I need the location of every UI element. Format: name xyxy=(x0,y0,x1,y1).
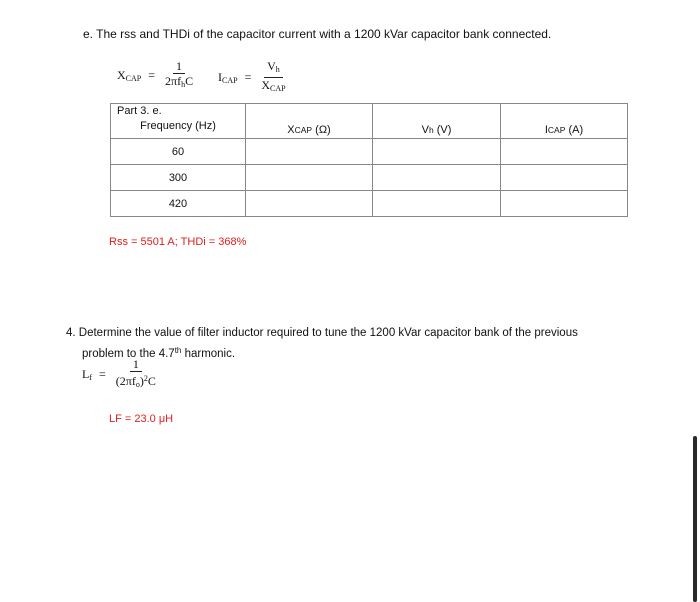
icap-cell xyxy=(501,165,628,191)
vh-cell xyxy=(373,139,501,165)
icap-cell xyxy=(501,139,628,165)
table-header-row xyxy=(111,104,628,139)
frequency-header: Frequency (Hz) xyxy=(140,120,216,132)
table-row xyxy=(111,165,628,191)
vh-cell xyxy=(373,191,501,217)
icap-fraction: $\frac{V_h}{X_{CAP}}$ xyxy=(261,59,286,93)
xcap-cell xyxy=(246,139,373,165)
question-4-line-2: problem to the 4.7th harmonic. xyxy=(82,346,236,360)
xcap-formula-lhs: $X_{CAP}$ xyxy=(117,68,142,83)
lf-formula: $L_f$ = $\frac{1}{(2\pi f_o)^2C}$ xyxy=(82,358,159,391)
part-e-answer: Rss = 5501 A; THDi = 368% xyxy=(109,236,247,248)
xcap-formula: $X_{CAP}$ = $\frac{1}{2\pi f_hC}$ xyxy=(117,60,196,91)
question-4-line-1: 4. Determine the value of filter inductor required to tune the 1200 kVar capacitor bank of the previous xyxy=(66,327,578,339)
icap-header: ICAP (A) xyxy=(501,104,628,139)
icap-formula-lhs: $I_{CAP}$ xyxy=(218,70,238,85)
xcap-header: XCAP (Ω) xyxy=(246,104,373,139)
frequency-cell: 420 xyxy=(111,191,246,217)
table-caption: Part 3. e. xyxy=(117,105,162,117)
lf-formula-lhs: $L_f$ xyxy=(82,367,93,382)
vertical-scrollbar[interactable] xyxy=(693,436,697,602)
xcap-cell xyxy=(246,165,373,191)
lf-fraction: $\frac{1}{(2\pi f_o)^2C}$ xyxy=(115,357,156,389)
part-e-title: e. The rss and THDi of the capacitor current with a 1200 kVar capacitor bank connected. xyxy=(83,27,552,41)
frequency-cell: 300 xyxy=(111,165,246,191)
table-row xyxy=(111,139,628,165)
frequency-header-cell xyxy=(111,104,246,139)
vh-cell xyxy=(373,165,501,191)
frequency-cell: 60 xyxy=(111,139,246,165)
xcap-cell xyxy=(246,191,373,217)
icap-cell xyxy=(501,191,628,217)
vh-header: Vh (V) xyxy=(373,104,501,139)
question-4-answer: LF = 23.0 μH xyxy=(109,413,174,425)
part-3e-table xyxy=(110,103,628,217)
icap-formula: $I_{CAP}$ = $\frac{V_h}{X_{CAP}}$ xyxy=(218,60,289,95)
xcap-fraction: $\frac{1}{2\pi f_hC}$ xyxy=(165,59,194,89)
table-row xyxy=(111,191,628,217)
